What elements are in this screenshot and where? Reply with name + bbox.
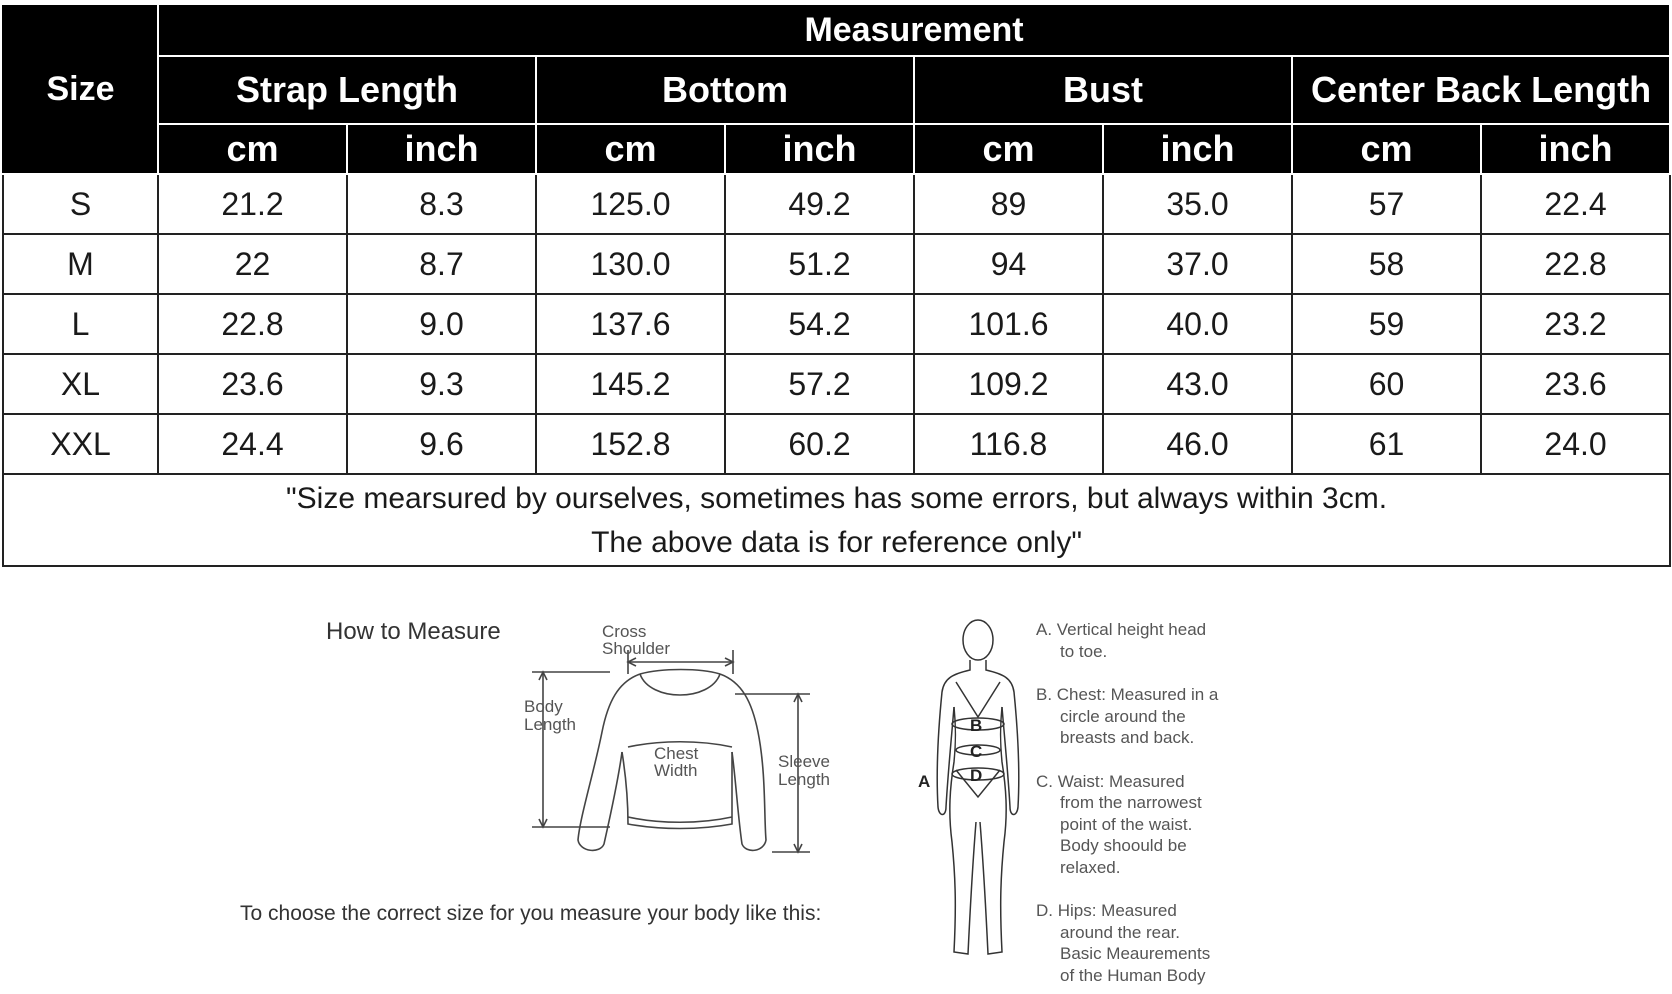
table-row: [3, 234, 1670, 294]
sleeve-label: Sleeve: [778, 752, 830, 771]
right-sleeve: [720, 674, 766, 850]
value-cell: 9.6: [347, 414, 536, 474]
mark-c: C: [970, 742, 983, 761]
value-cell: 21.2: [158, 174, 347, 234]
table-row: [3, 174, 1670, 234]
value-cell: 22.4: [1481, 174, 1670, 234]
sweater-diagram: [510, 612, 850, 862]
mark-b: B: [970, 716, 983, 735]
value-cell: 43.0: [1103, 354, 1292, 414]
group-header-bust: Bust: [914, 56, 1292, 124]
desc-b: [1036, 684, 1266, 749]
group-header-bottom: Bottom: [536, 56, 914, 124]
value-cell: 23.2: [1481, 294, 1670, 354]
mark-d: D: [970, 766, 983, 785]
unit-header: inch: [347, 124, 536, 174]
value-cell: 61: [1292, 414, 1481, 474]
chest-width-label: Width: [654, 761, 698, 780]
size-cell: S: [3, 174, 158, 234]
disclaimer-note: [3, 474, 1670, 566]
how-to-measure-title: How to Measure: [326, 618, 501, 645]
desc-line: from the narrowest: [1060, 793, 1202, 812]
measurement-header: Measurement: [158, 4, 1670, 56]
value-cell: 130.0: [536, 234, 725, 294]
size-cell: XL: [3, 354, 158, 414]
neckline: [640, 674, 720, 695]
value-cell: 137.6: [536, 294, 725, 354]
unit-header: inch: [1103, 124, 1292, 174]
value-cell: 22.8: [158, 294, 347, 354]
value-cell: 46.0: [1103, 414, 1292, 474]
size-chart-table: [2, 3, 1671, 567]
desc-line: relaxed.: [1060, 857, 1121, 877]
body-length-label: Length: [524, 715, 576, 734]
value-cell: 54.2: [725, 294, 914, 354]
group-header-center-back-length: Center Back Length: [1292, 56, 1670, 124]
value-cell: 116.8: [914, 414, 1103, 474]
desc-line: C. Waist: Measured: [1036, 771, 1185, 791]
desc-line: Basic Meaurements: [1060, 944, 1211, 963]
value-cell: 24.4: [158, 414, 347, 474]
desc-a: [1036, 619, 1266, 662]
value-cell: 8.3: [347, 174, 536, 234]
measurement-descriptions: [1036, 619, 1266, 986]
value-cell: 58: [1292, 234, 1481, 294]
value-cell: 22.8: [1481, 234, 1670, 294]
desc-line: around the rear.: [1060, 922, 1181, 942]
table-row: [3, 354, 1670, 414]
value-cell: 9.0: [347, 294, 536, 354]
value-cell: 101.6: [914, 294, 1103, 354]
value-cell: 60: [1292, 354, 1481, 414]
value-cell: 9.3: [347, 354, 536, 414]
size-header: Size: [3, 4, 158, 174]
value-cell: 57.2: [725, 354, 914, 414]
shoulder-label: Shoulder: [602, 639, 671, 658]
value-cell: 152.8: [536, 414, 725, 474]
value-cell: 24.0: [1481, 414, 1670, 474]
unit-header: cm: [914, 124, 1103, 174]
chest-label: Chest: [654, 744, 699, 763]
desc-line: breasts and back.: [1060, 728, 1195, 747]
value-cell: 57: [1292, 174, 1481, 234]
unit-header: inch: [1481, 124, 1670, 174]
table-row: [3, 294, 1670, 354]
desc-line: to toe.: [1060, 641, 1108, 661]
desc-line: circle around the: [1060, 706, 1186, 726]
desc-line: A. Vertical height head: [1036, 620, 1207, 639]
size-cell: L: [3, 294, 158, 354]
value-cell: 109.2: [914, 354, 1103, 414]
desc-line: Body shoould be: [1060, 836, 1187, 855]
size-cell: XXL: [3, 414, 158, 474]
unit-header: cm: [536, 124, 725, 174]
desc-line: point of the waist.: [1060, 814, 1193, 834]
desc-c: [1036, 771, 1266, 879]
note-row: [3, 474, 1670, 566]
value-cell: 89: [914, 174, 1103, 234]
value-cell: 145.2: [536, 354, 725, 414]
body-figure: [908, 612, 1038, 972]
note-line: The above data is for reference only": [591, 526, 1082, 559]
value-cell: 37.0: [1103, 234, 1292, 294]
value-cell: 51.2: [725, 234, 914, 294]
unit-header: cm: [1292, 124, 1481, 174]
value-cell: 40.0: [1103, 294, 1292, 354]
desc-line: D. Hips: Measured: [1036, 901, 1177, 920]
value-cell: 8.7: [347, 234, 536, 294]
value-cell: 23.6: [158, 354, 347, 414]
mark-a: A: [918, 772, 931, 791]
unit-header: cm: [158, 124, 347, 174]
desc-line: of the Human Body: [1060, 965, 1206, 985]
body-label: Body: [524, 697, 563, 716]
table-row: [3, 414, 1670, 474]
value-cell: 49.2: [725, 174, 914, 234]
value-cell: 125.0: [536, 174, 725, 234]
desc-d: [1036, 900, 1266, 986]
value-cell: 59: [1292, 294, 1481, 354]
value-cell: 22: [158, 234, 347, 294]
value-cell: 60.2: [725, 414, 914, 474]
group-header-strap-length: Strap Length: [158, 56, 536, 124]
sleeve-length-label: Length: [778, 770, 830, 789]
value-cell: 35.0: [1103, 174, 1292, 234]
value-cell: 23.6: [1481, 354, 1670, 414]
note-line: "Size mearsured by ourselves, sometimes has some errors, but always within 3cm.: [286, 482, 1388, 515]
desc-line: B. Chest: Measured in a: [1036, 685, 1219, 704]
head: [963, 620, 993, 660]
instruction-text: To choose the correct size for you measure your body like this:: [240, 902, 822, 925]
cross-label: Cross: [602, 622, 647, 641]
bust-guide: [956, 682, 1000, 717]
size-cell: M: [3, 234, 158, 294]
unit-header: inch: [725, 124, 914, 174]
value-cell: 94: [914, 234, 1103, 294]
